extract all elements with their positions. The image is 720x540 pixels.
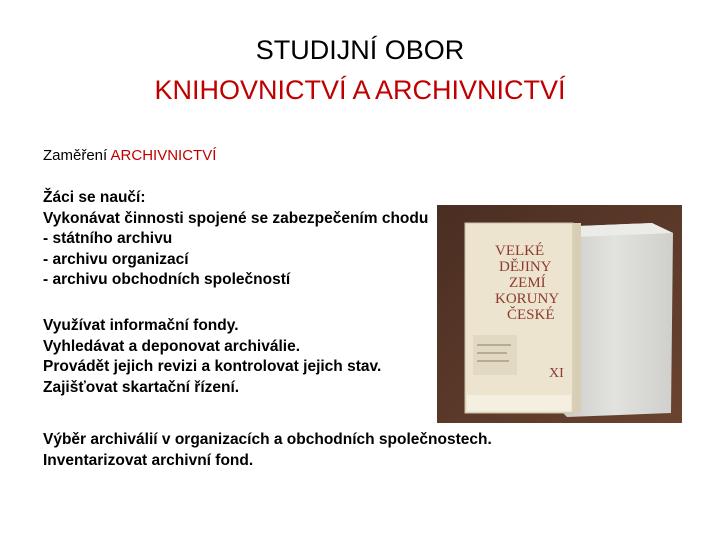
page-subtitle: KNIHOVNICTVÍ A ARCHIVNICTVÍ — [154, 75, 566, 105]
cover-title-line: DĚJINY — [499, 259, 552, 275]
focus-value: ARCHIVNICTVÍ — [110, 147, 217, 164]
page-title: STUDIJNÍ OBOR — [255, 35, 465, 65]
focus-line — [43, 146, 216, 166]
cover-title-line: ZEMÍ — [509, 275, 546, 291]
skills-line: Vyhledávat a deponovat archiválie. — [43, 337, 300, 355]
skills-line: - archivu organizací — [43, 250, 189, 268]
cover-title-line: VELKÉ — [495, 243, 545, 259]
skills-block-3 — [43, 430, 492, 471]
skills-block-2 — [43, 316, 381, 398]
skills-line: Provádět jejich revizi a kontrolovat jejich stav. — [43, 358, 382, 375]
book-photo — [437, 205, 682, 423]
skills-line: Inventarizovat archivní fond. — [43, 451, 254, 469]
skills-line: Vykonávat činnosti spojené se zabezpečením chodu — [43, 209, 429, 227]
skills-line: - státního archivu — [43, 230, 173, 247]
cover-title-line: KORUNY — [495, 291, 560, 307]
skills-line: Žáci se naučí: — [43, 189, 146, 206]
skills-block-1 — [43, 188, 428, 291]
skills-line: - archivu obchodních společností — [43, 271, 291, 288]
skills-line: Využívat informační fondy. — [43, 317, 239, 334]
skills-line: Výběr archiválií v organizacích a obchodních společnostech. — [43, 431, 492, 448]
volume-number: XI — [549, 366, 564, 381]
skills-line: Zajišťovat skartační řízení. — [43, 378, 240, 396]
focus-prefix: Zaměření — [43, 147, 108, 164]
cover-title-line: ČESKÉ — [507, 307, 555, 323]
